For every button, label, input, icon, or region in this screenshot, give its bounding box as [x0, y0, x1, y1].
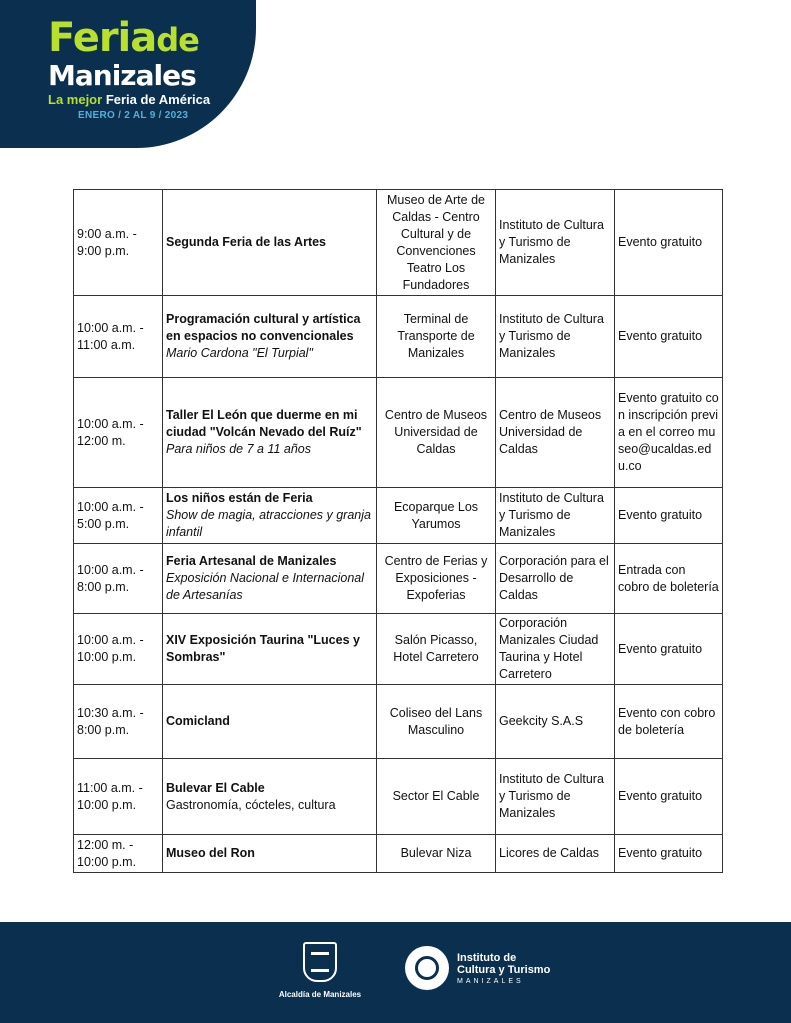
- logo-dates: ENERO / 2 AL 9 / 2023: [78, 110, 189, 121]
- footer: [0, 922, 791, 1023]
- table-row: [74, 614, 723, 685]
- event-subtitle: Gastronomía, cócteles, cultura: [166, 797, 336, 812]
- event-cell: [163, 835, 377, 873]
- instituto-line3: MANIZALES: [457, 978, 524, 985]
- instituto-emblem-icon: [405, 946, 449, 990]
- table-row: [74, 378, 723, 488]
- event-cell: [163, 488, 377, 544]
- event-place: Centro de Ferias y Exposiciones - Expoferias: [377, 544, 496, 614]
- event-cell: [163, 378, 377, 488]
- event-time: 11:00 a.m. - 10:00 p.m.: [74, 759, 163, 835]
- feria-logo: [48, 15, 248, 121]
- shield-icon: [303, 942, 337, 982]
- event-cost: Evento gratuito: [615, 190, 723, 296]
- alcaldia-label: Alcaldía de Manizales: [278, 990, 362, 999]
- table-row: [74, 685, 723, 759]
- event-cell: [163, 296, 377, 378]
- event-title: Feria Artesanal de Manizales: [166, 554, 337, 568]
- event-cost: Evento gratuito: [615, 759, 723, 835]
- events-table-body: [74, 190, 723, 873]
- event-cost: Evento gratuito: [615, 488, 723, 544]
- event-place: Sector El Cable: [377, 759, 496, 835]
- event-place: Centro de Museos Universidad de Caldas: [377, 378, 496, 488]
- event-cell: [163, 614, 377, 685]
- event-cell: [163, 190, 377, 296]
- logo-feria: Feria: [48, 15, 157, 61]
- event-cell: [163, 685, 377, 759]
- table-row: [74, 759, 723, 835]
- event-time: 10:30 a.m. - 8:00 p.m.: [74, 685, 163, 759]
- event-place: Ecoparque Los Yarumos: [377, 488, 496, 544]
- event-title: Comicland: [166, 714, 230, 728]
- event-cost: Entrada con cobro de boletería: [615, 544, 723, 614]
- event-time: 10:00 a.m. - 12:00 m.: [74, 378, 163, 488]
- event-place: Bulevar Niza: [377, 835, 496, 873]
- event-title: Los niños están de Feria: [166, 491, 313, 505]
- event-subtitle: Para niños de 7 a 11 años: [166, 442, 312, 456]
- table-row: [74, 835, 723, 873]
- event-time: 12:00 m. - 10:00 p.m.: [74, 835, 163, 873]
- event-organizer: Corporación Manizales Ciudad Taurina y Hotel Carretero: [496, 614, 615, 685]
- event-cost: Evento gratuito: [615, 835, 723, 873]
- table-row: [74, 296, 723, 378]
- event-organizer: Instituto de Cultura y Turismo de Manizales: [496, 296, 615, 378]
- event-title: Museo del Ron: [166, 846, 255, 860]
- event-time: 9:00 a.m. - 9:00 p.m.: [74, 190, 163, 296]
- instituto-logo: [405, 944, 565, 994]
- alcaldia-logo: [275, 942, 365, 999]
- event-title: Taller El León que duerme en mi ciudad "Volcán Nevado del Ruíz": [166, 408, 362, 439]
- event-organizer: Centro de Museos Universidad de Caldas: [496, 378, 615, 488]
- table-row: [74, 488, 723, 544]
- event-subtitle: Mario Cardona "El Turpial": [166, 346, 313, 360]
- event-cell: [163, 759, 377, 835]
- event-title: Bulevar El Cable: [166, 780, 265, 795]
- table-row: [74, 544, 723, 614]
- events-table: [73, 189, 723, 873]
- logo-de: de: [156, 21, 199, 59]
- event-subtitle: Show de magia, atracciones y granja infantil: [166, 508, 371, 539]
- table-row: [74, 190, 723, 296]
- event-place: Terminal de Transporte de Manizales: [377, 296, 496, 378]
- event-subtitle: Exposición Nacional e Internacional de Artesanías: [166, 571, 365, 602]
- event-title: Programación cultural y artística en espacios no convencionales: [166, 312, 361, 343]
- header-badge: [0, 0, 256, 148]
- event-place: Coliseo del Lans Masculino: [377, 685, 496, 759]
- event-organizer: Corporación para el Desarrollo de Caldas: [496, 544, 615, 614]
- event-organizer: Geekcity S.A.S: [496, 685, 615, 759]
- logo-manizales: Manizales: [48, 59, 196, 92]
- event-organizer: Instituto de Cultura y Turismo de Manizales: [496, 488, 615, 544]
- instituto-line1: Instituto de: [457, 952, 517, 964]
- event-cost: Evento gratuito con inscripción previa en el correo museo@ucaldas.edu.co: [615, 378, 723, 488]
- event-title: XIV Exposición Taurina "Luces y Sombras": [166, 633, 360, 664]
- event-cost: Evento gratuito: [615, 296, 723, 378]
- event-organizer: Instituto de Cultura y Turismo de Manizales: [496, 759, 615, 835]
- event-place: Museo de Arte de Caldas - Centro Cultural y de Convenciones Teatro Los Fundadores: [377, 190, 496, 296]
- event-organizer: Instituto de Cultura y Turismo de Manizales: [496, 190, 615, 296]
- event-organizer: Licores de Caldas: [496, 835, 615, 873]
- event-title: Segunda Feria de las Artes: [166, 235, 327, 249]
- event-time: 10:00 a.m. - 11:00 a.m.: [74, 296, 163, 378]
- logo-tagline-b: Feria de América: [105, 92, 211, 107]
- event-time: 10:00 a.m. - 5:00 p.m.: [74, 488, 163, 544]
- event-cost: Evento con cobro de boletería: [615, 685, 723, 759]
- event-time: 10:00 a.m. - 8:00 p.m.: [74, 544, 163, 614]
- event-place: Salón Picasso, Hotel Carretero: [377, 614, 496, 685]
- instituto-line2: Cultura y Turismo: [457, 964, 551, 976]
- event-cost: Evento gratuito: [615, 614, 723, 685]
- event-cell: [163, 544, 377, 614]
- event-time: 10:00 a.m. - 10:00 p.m.: [74, 614, 163, 685]
- logo-tagline-a: La mejor: [48, 92, 103, 107]
